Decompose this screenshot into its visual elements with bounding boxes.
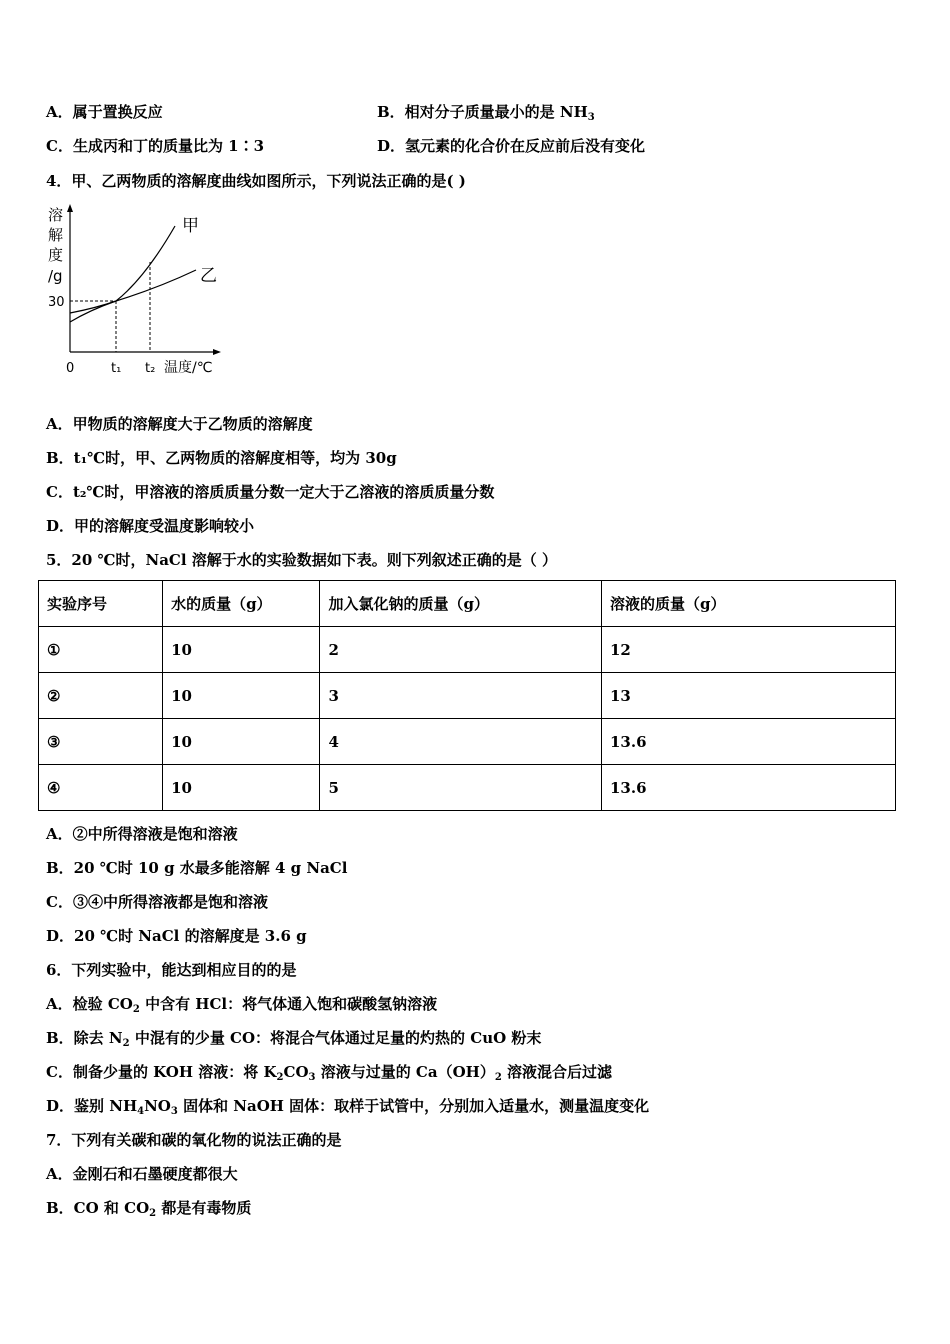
table-header-cell: 溶液的质量（g） xyxy=(601,581,895,627)
q5-option-c: C．③④中所得溶液都是饱和溶液 xyxy=(46,893,268,911)
q4-option-d: D．甲的溶解度受温度影响较小 xyxy=(46,517,255,535)
subscript: 2 xyxy=(122,1038,130,1049)
table-cell: ② xyxy=(39,673,163,719)
table-cell: 10 xyxy=(163,673,320,719)
q6-option-b-text: B．除去 N xyxy=(46,1029,123,1047)
q3-option-a: A．属于置换反应 xyxy=(46,103,163,121)
q4-stem: 4．甲、乙两物质的溶解度曲线如图所示，下列说法正确的是( ) xyxy=(46,172,466,190)
table-header-cell: 水的质量（g） xyxy=(163,581,320,627)
table-row xyxy=(39,627,896,673)
q3-option-b-text: B．相对分子质量最小的是 NH xyxy=(377,103,588,121)
subscript: 3 xyxy=(170,1106,178,1117)
q6-option-d-text: D．鉴别 NH xyxy=(46,1097,138,1115)
table-cell: 4 xyxy=(320,719,601,765)
table-cell: 13.6 xyxy=(601,719,895,765)
subscript: 3 xyxy=(587,112,595,123)
solubility-chart-svg xyxy=(40,200,240,385)
q5-option-b: B．20 ℃时 10 g 水最多能溶解 4 g NaCl xyxy=(46,859,348,877)
q6-stem: 6．下列实验中，能达到相应目的的是 xyxy=(46,961,297,979)
table-cell: 10 xyxy=(163,627,320,673)
table-cell: ① xyxy=(39,627,163,673)
table-header-cell: 实验序号 xyxy=(39,581,163,627)
table-cell: 12 xyxy=(601,627,895,673)
x-axis-arrow xyxy=(213,349,221,355)
y-label-char: 溶 xyxy=(48,206,64,224)
table-row xyxy=(39,719,896,765)
q6-option-c-text: C．制备少量的 KOH 溶液：将 K xyxy=(46,1063,277,1081)
q4-option-b: B．t₁℃时，甲、乙两物质的溶解度相等，均为 30g xyxy=(46,449,397,467)
experiment-table xyxy=(38,580,896,811)
subscript: 4 xyxy=(137,1106,145,1117)
x-axis-label: 温度/℃ xyxy=(164,360,213,376)
q6-option-c-text: CO xyxy=(283,1063,309,1081)
q6-option-b xyxy=(46,1028,541,1048)
q3-option-d: D．氢元素的化合价在反应前后没有变化 xyxy=(377,137,646,155)
q6-option-d-text: 固体和 NaOH 固体：取样于试管中，分别加入适量水，测量温度变化 xyxy=(177,1097,650,1115)
table-cell: 10 xyxy=(163,719,320,765)
q3-option-b xyxy=(377,102,595,122)
t1-label: t₁ xyxy=(111,361,122,376)
y-label-char: /g xyxy=(48,267,63,285)
q3-option-c: C．生成丙和丁的质量比为 1∶3 xyxy=(46,137,265,155)
curve-yi xyxy=(70,270,196,322)
curve-yi-label: 乙 xyxy=(200,266,217,286)
y-axis-arrow xyxy=(67,204,73,212)
subscript: 2 xyxy=(276,1072,284,1083)
q7-option-b-text: 都是有毒物质 xyxy=(156,1199,252,1217)
q7-option-a: A．金刚石和石墨硬度都很大 xyxy=(46,1165,238,1183)
q7-option-b xyxy=(46,1198,251,1218)
table-cell: 5 xyxy=(320,765,601,811)
q6-option-a xyxy=(46,994,437,1014)
q7-option-b-text: B．CO 和 CO xyxy=(46,1199,150,1217)
subscript: 2 xyxy=(149,1208,157,1219)
table-cell: 13.6 xyxy=(601,765,895,811)
table-row xyxy=(39,673,896,719)
table-cell: 10 xyxy=(163,765,320,811)
q5-stem: 5．20 ℃时，NaCl 溶解于水的实验数据如下表。则下列叙述正确的是（ ） xyxy=(46,551,558,569)
table-cell: 2 xyxy=(320,627,601,673)
curve-jia-label: 甲 xyxy=(182,216,199,236)
y-tick-label: 30 xyxy=(48,295,65,310)
subscript: 2 xyxy=(494,1072,502,1083)
q6-option-a-text: A．检验 CO xyxy=(46,995,133,1013)
q6-option-c-text: 溶液与过量的 Ca（OH） xyxy=(315,1063,495,1081)
subscript: 2 xyxy=(132,1004,140,1015)
table-cell: ③ xyxy=(39,719,163,765)
solubility-chart xyxy=(40,200,240,385)
table-cell: 3 xyxy=(320,673,601,719)
q6-option-c-text: 溶液混合后过滤 xyxy=(501,1063,613,1081)
table-header-row xyxy=(39,581,896,627)
q5-option-d: D．20 ℃时 NaCl 的溶解度是 3.6 g xyxy=(46,927,307,945)
q6-option-c xyxy=(46,1062,612,1082)
q7-stem: 7．下列有关碳和碳的氧化物的说法正确的是 xyxy=(46,1131,342,1149)
table-row xyxy=(39,765,896,811)
t2-label: t₂ xyxy=(145,361,156,376)
table-cell: ④ xyxy=(39,765,163,811)
y-label-char: 度 xyxy=(48,246,64,264)
q4-option-c: C．t₂℃时，甲溶液的溶质质量分数一定大于乙溶液的溶质质量分数 xyxy=(46,483,495,501)
q4-option-a: A．甲物质的溶解度大于乙物质的溶解度 xyxy=(46,415,313,433)
q6-option-a-text: 中含有 HCl：将气体通入饱和碳酸氢钠溶液 xyxy=(139,995,438,1013)
curve-jia xyxy=(70,226,175,313)
q5-option-a: A．②中所得溶液是饱和溶液 xyxy=(46,825,238,843)
table-header-cell: 加入氯化钠的质量（g） xyxy=(320,581,601,627)
origin-label: 0 xyxy=(66,361,75,376)
q6-option-d xyxy=(46,1096,649,1116)
subscript: 3 xyxy=(308,1072,316,1083)
table-cell: 13 xyxy=(601,673,895,719)
y-label-char: 解 xyxy=(48,226,64,244)
q6-option-d-text: NO xyxy=(144,1097,171,1115)
q6-option-b-text: 中混有的少量 CO：将混合气体通过足量的灼热的 CuO 粉末 xyxy=(129,1029,542,1047)
